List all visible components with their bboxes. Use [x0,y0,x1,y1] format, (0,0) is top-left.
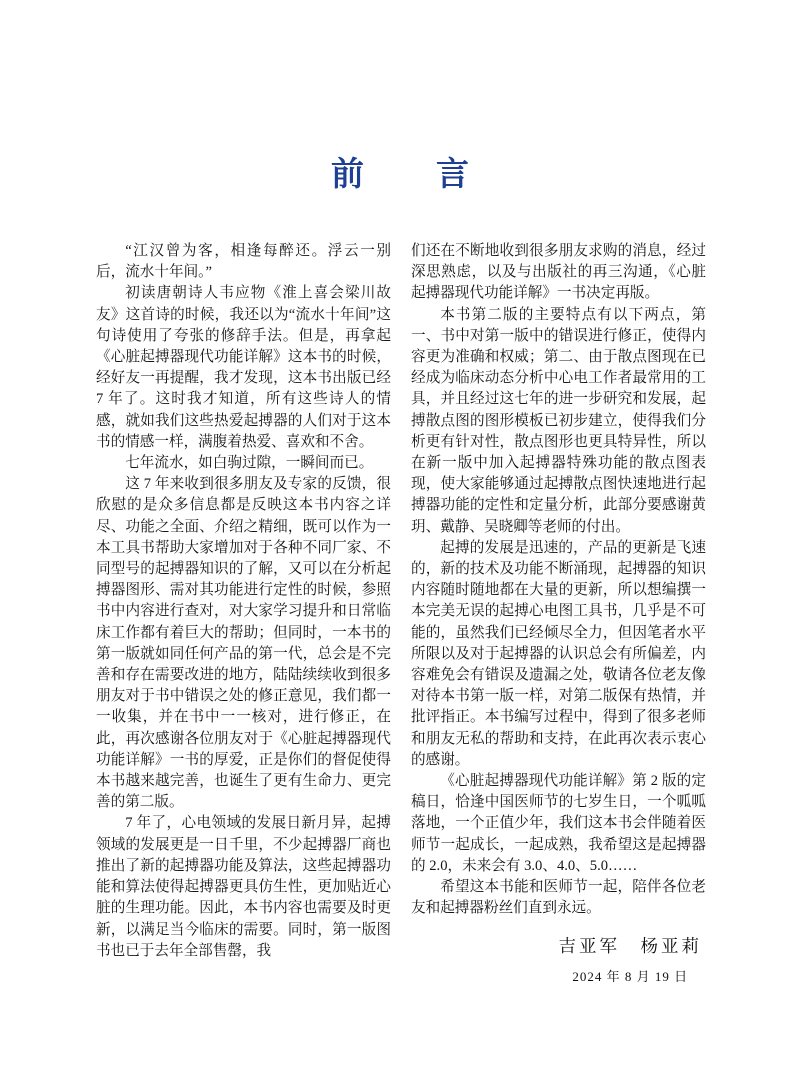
paragraph: 初读唐朝诗人韦应物《淮上喜会梁川故友》这首诗的时候，我还以为“流水十年间”这句诗使用了夸张的修辞手法。但是，再拿起《心脏起搏器现代功能详解》这本书的时候，经好友一再提醒，我才发现，这本书出版已经 7 年了。这时我才知道，所有这些诗人的情感，就如我们这些热爱起搏器的人们对于这本书的情感一样，满腹着热爱、喜欢和不舍。 [96,285,391,450]
left-column [96,241,391,987]
page-title: 前 言 [331,157,471,193]
paragraph: 本书第二版的主要特点有以下两点，第一、书中对第一版中的错误进行修正，使得内容更为准确和权威；第二、由于散点图现在已经成为临床动态分析中心电工作者最常用的工具，并且经过这七年的进一步研究和发展，起搏散点图的图形模板已初步建立，使得我们分析更有针对性，散点图形也更具特异性，所以在新一版中加入起搏器特殊功能的散点图表现，使大家能够通过起搏散点图快速地进行起搏器功能的定性和定量分析，此部分要感谢黄玥、戴静、吴晓卿等老师的付出。 [411,306,706,535]
paragraph: 《心脏起搏器现代功能详解》第 2 版的定稿日，恰逢中国医师节的七岁生日，一个呱呱落地，一个正值少年，我们这本书会伴随着医师节一起成长，一起成熟，我希望这是起搏器的 2.0，未来会有 3.0、4.0、5.0…… [411,773,706,874]
paragraph: 七年流水，如白驹过隙，一瞬间而已。 [125,455,374,472]
right-column [411,241,706,987]
paragraph-continuation: 们还在不断地收到很多朋友求购的消息，经过深思熟虑，以及与出版社的再三沟通，《心脏起搏器现代功能详解》一书决定再版。 [411,243,706,302]
author-names: 吉亚军 杨亚莉 [558,935,702,956]
signature-date: 2024 年 8 月 19 日 [572,968,689,984]
paragraph: 起搏的发展是迅速的，产品的更新是飞速的，新的技术及功能不断涌现，起搏器的知识内容随时随地都在大量的更新，所以想编撰一本完美无误的起搏心电图工具书，几乎是不可能的，虽然我们已经倾尽全力，但因笔者水平所限以及对于起搏器的认识总会有所偏差，内容难免会有错误及遗漏之处，敬请各位老友像对待本书第一版一样，对第二版保有热情，并批评指正。本书编写过程中，得到了很多老师和朋友无私的帮助和支持，在此再次表示衷心的感谢。 [411,539,706,768]
paragraph: 7 年了，心电领域的发展日新月异，起搏领域的发展更是一日千里，不少起搏器厂商也推出了新的起搏器功能及算法，这些起搏器功能和算法使得起搏器更具仿生性，更加贴近心脏的生理功能。因此，本书内容也需要及时更新，以满足当今临床的需要。同时，第一版图书也已于去年全部售罄，我 [96,815,391,959]
quote-paragraph: “江汉曾为客，相逢每醉还。浮云一别后，流水十年间。” [96,243,391,281]
paragraph: 这 7 年来收到很多朋友及专家的反馈，很欣慰的是众多信息都是反映这本书内容之详尽、功能之全面、介绍之精细，既可以作为一本工具书帮助大家增加对于各种不同厂家、不同型号的起搏器知识的了解，又可以在分析起搏器图形、需对其功能进行定性的时候，参照书中内容进行查对，对大家学习提升和日常临床工作都有着巨大的帮助；但同时，一本书的第一版就如同任何产品的第一代，总会是不完善和存在需要改进的地方，陆陆续续收到很多朋友对于书中错误之处的修正意见，我们都一一收集，并在书中一一核对，进行修正，在此，再次感谢各位朋友对于《心脏起搏器现代功能详解》一书的厚爱，正是你们的督促使得本书越来越完善，也诞生了更有生命力、更完善的第二版。 [96,476,391,811]
paragraph: 希望这本书能和医师节一起，陪伴各位老友和起搏器粉丝们直到永远。 [411,879,706,917]
signature-block [559,936,703,987]
two-column-text [96,241,706,987]
